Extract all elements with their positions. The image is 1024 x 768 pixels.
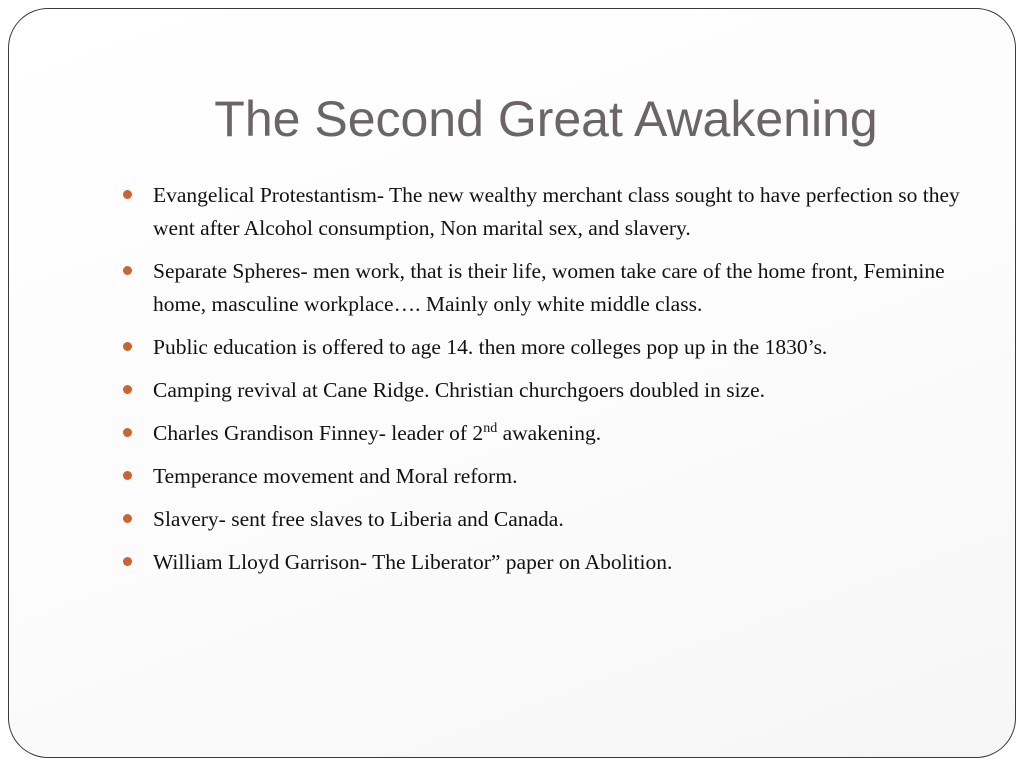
bullet-text: Public education is offered to age 14. then more colleges pop up in the 1830’s.	[153, 335, 828, 359]
list-item	[123, 255, 963, 321]
bullet-text-after: awakening.	[497, 421, 602, 445]
bullet-text: Separate Spheres- men work, that is their life, women take care of the home front, Feminine home, masculine workplace…. Mainly only white middle class.	[153, 259, 945, 316]
bullet-dot-icon	[123, 471, 132, 480]
bullet-dot-icon	[123, 190, 132, 199]
bullet-dot-icon	[123, 514, 132, 523]
bullet-dot-icon	[123, 342, 132, 351]
bullet-list	[123, 179, 963, 589]
list-item	[123, 374, 963, 407]
bullet-dot-icon	[123, 557, 132, 566]
bullet-text: Evangelical Protestantism- The new wealthy merchant class sought to have perfection so they went after Alcohol consumption, Non marital sex, and slavery.	[153, 183, 960, 240]
bullet-dot-icon	[123, 266, 132, 275]
list-item	[123, 417, 963, 450]
list-item	[123, 503, 963, 536]
list-item	[123, 460, 963, 493]
bullet-text: Temperance movement and Moral reform.	[153, 464, 518, 488]
list-item	[123, 331, 963, 364]
bullet-text: Camping revival at Cane Ridge. Christian churchgoers doubled in size.	[153, 378, 766, 402]
ordinal-superscript: nd	[483, 421, 498, 436]
list-item	[123, 179, 963, 245]
list-item	[123, 546, 963, 579]
bullet-dot-icon	[123, 428, 132, 437]
bullet-dot-icon	[123, 385, 132, 394]
slide-frame	[8, 8, 1016, 758]
slide-title: The Second Great Awakening	[214, 91, 878, 147]
bullet-text: Slavery- sent free slaves to Liberia and Canada.	[153, 507, 564, 531]
bullet-text-before: Charles Grandison Finney- leader of 2	[153, 421, 484, 445]
bullet-text: William Lloyd Garrison- The Liberator” paper on Abolition.	[153, 550, 673, 574]
